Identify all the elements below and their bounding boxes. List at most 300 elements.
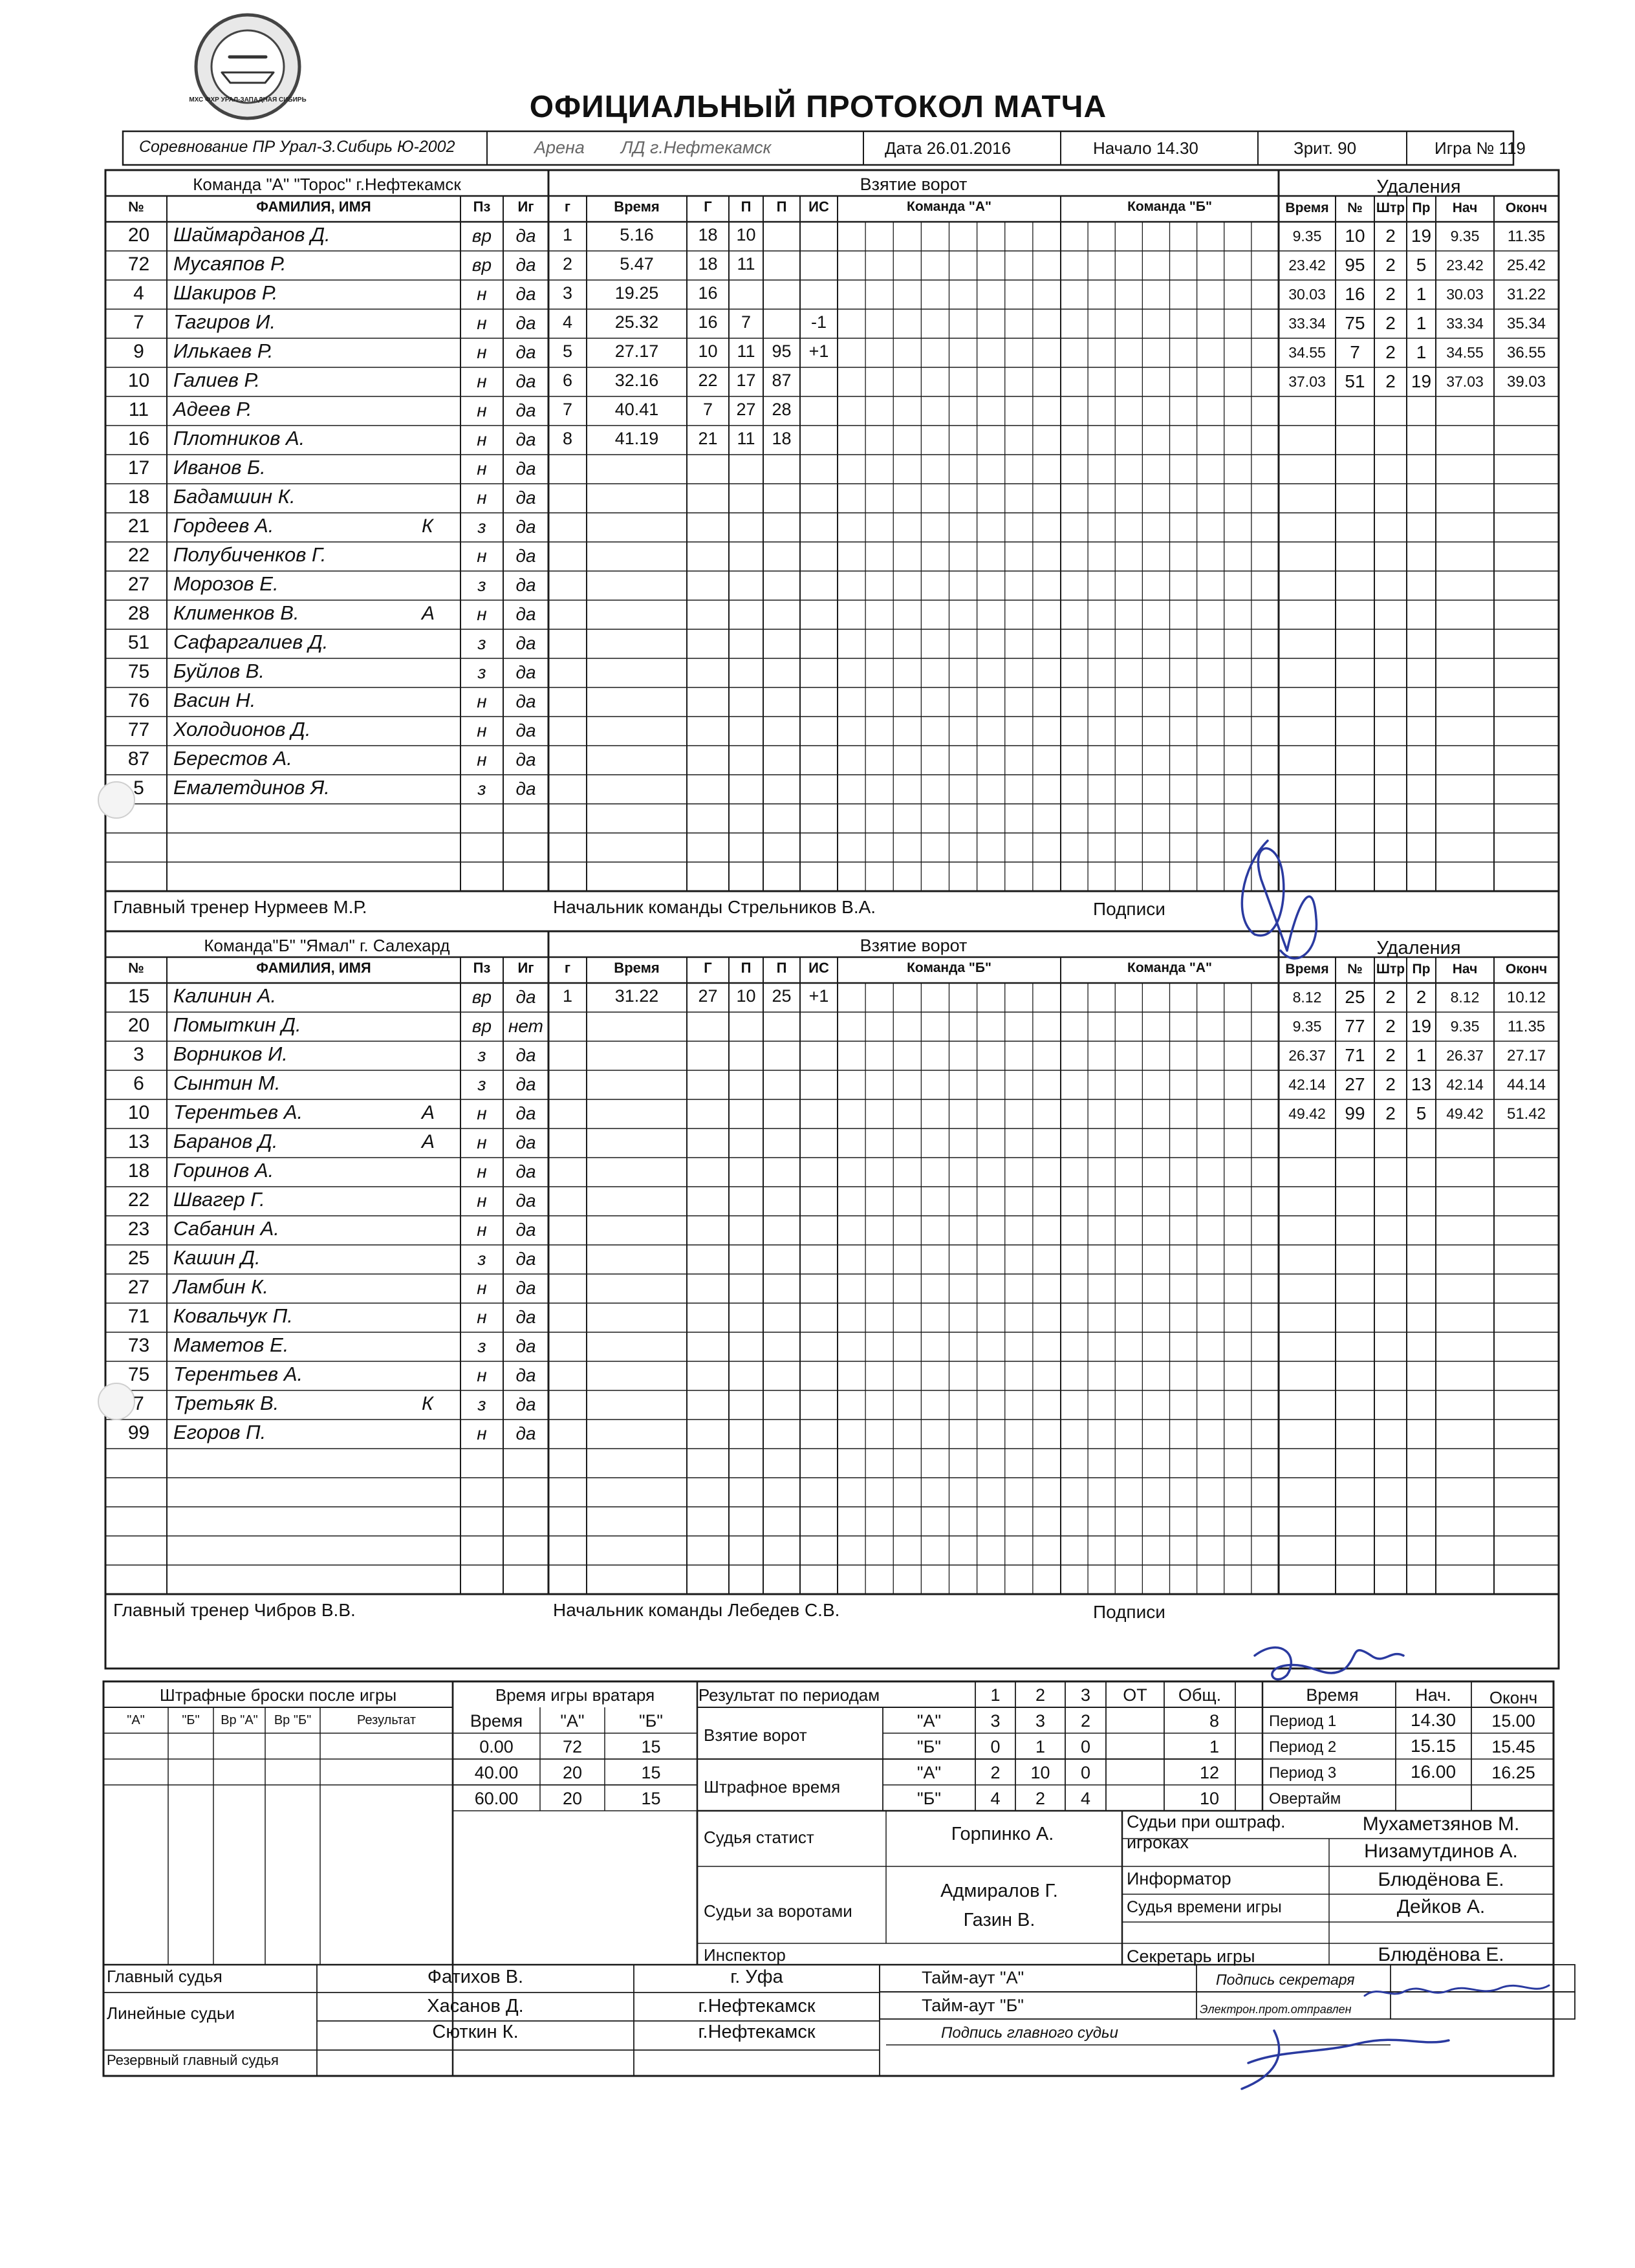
teamB-pos-header: Пз bbox=[473, 960, 491, 976]
period-label: Овертайм bbox=[1269, 1790, 1341, 1808]
teamB-player-name: Ковальчук П. bbox=[173, 1304, 293, 1327]
teamA-team-manager: Начальник команды Стрельников В.А. bbox=[553, 897, 876, 917]
teamA-goal-n: 4 bbox=[562, 312, 573, 332]
teamA-plays-header: Иг bbox=[517, 199, 534, 215]
teamA-goal-n: 1 bbox=[562, 225, 573, 244]
teamB-num-header: № bbox=[128, 960, 144, 976]
gk-cell: 40.00 bbox=[474, 1763, 519, 1782]
teamA-head-coach: Главный тренер Нурмеев М.Р. bbox=[113, 897, 367, 917]
teamB-goal-is: +1 bbox=[808, 986, 829, 1006]
teamA-goal-n: 8 bbox=[562, 429, 573, 448]
teamA-player-name: Шаймарданов Д. bbox=[173, 223, 330, 246]
teamB-penalty-start: 49.42 bbox=[1446, 1105, 1484, 1122]
teamA-penalty-start: 9.35 bbox=[1450, 228, 1480, 244]
teamB-penalty-num: 71 bbox=[1345, 1045, 1365, 1065]
teamB-penalty-min: 2 bbox=[1385, 987, 1396, 1007]
teamA-penalty-time: 23.42 bbox=[1288, 257, 1326, 274]
teamA-name-header: ФАМИЛИЯ, ИМЯ bbox=[256, 199, 371, 215]
teamB-name-header: ФАМИЛИЯ, ИМЯ bbox=[256, 960, 371, 976]
teamB-penalty-num: 77 bbox=[1345, 1016, 1365, 1036]
teamA-player-name: Адеев Р. bbox=[173, 398, 252, 420]
teamB-player-name: Терентьев А. bbox=[173, 1363, 303, 1385]
teamA-goal-a2: 18 bbox=[772, 429, 792, 448]
teamB-penalty-end: 44.14 bbox=[1506, 1076, 1546, 1094]
period-value: 8 bbox=[1209, 1711, 1219, 1731]
teamA-penalty-end: 36.55 bbox=[1506, 344, 1546, 362]
teamA-player-name: Емалетдинов Я. bbox=[173, 776, 330, 799]
teamB-player-plays: да bbox=[515, 1161, 536, 1182]
coach-b-signature bbox=[1255, 1648, 1403, 1679]
teamB-player-name: Ламбин К. bbox=[173, 1275, 268, 1298]
page-title: ОФИЦИАЛЬНЫЙ ПРОТОКОЛ МАТЧА bbox=[529, 90, 1107, 124]
period-start: 16.00 bbox=[1410, 1762, 1456, 1782]
period-label: Период 3 bbox=[1269, 1764, 1337, 1782]
shootout-title: Штрафные броски после игры bbox=[159, 1685, 397, 1705]
teamB-player-position: н bbox=[477, 1191, 487, 1211]
fhr-logo-inner-ring bbox=[211, 30, 284, 103]
teamA-player-name: Мусаяпов Р. bbox=[173, 252, 287, 275]
teamA-goal-team1-header: Команда "А" bbox=[907, 199, 991, 214]
period-end: 15.00 bbox=[1491, 1711, 1535, 1731]
teamB-player-plays: да bbox=[515, 1394, 536, 1414]
teamA-player-name: Полубиченков Г. bbox=[173, 543, 327, 566]
teamA-player-position: вр bbox=[471, 255, 492, 275]
timeout-b-label: Тайм-аут "Б" bbox=[922, 1996, 1024, 2015]
teamA-player-name: Сафаргалиев Д. bbox=[173, 631, 329, 653]
gk-cell: 0.00 bbox=[479, 1737, 514, 1756]
penalty-judge-1: Мухаметзянов М. bbox=[1362, 1813, 1520, 1835]
period-label: Период 1 bbox=[1269, 1712, 1337, 1730]
teamA-player-name: Бадамшин К. bbox=[173, 485, 296, 508]
teamA-penalty-num: 16 bbox=[1345, 284, 1365, 304]
teamA-goal-is: -1 bbox=[810, 312, 827, 332]
teamA-goals-title: Взятие ворот bbox=[860, 175, 968, 194]
teamB-player-name: Горинов А. bbox=[173, 1159, 274, 1182]
gk-cell: 15 bbox=[641, 1789, 661, 1808]
teamB-player-name: Третьяк В. bbox=[173, 1392, 279, 1414]
teamB-team-title: Команда"Б" "Ямал" г. Салехард bbox=[204, 936, 450, 955]
teamB-goal-team2-header: Команда "А" bbox=[1127, 960, 1212, 975]
teamA-penalty-header-1: № bbox=[1347, 200, 1363, 215]
teamB-goal-g: 27 bbox=[698, 986, 718, 1006]
teamA-goal-a1: 17 bbox=[736, 371, 756, 390]
teamB-player-name: Маметов Е. bbox=[173, 1334, 289, 1356]
teamA-player-position: н bbox=[477, 604, 487, 624]
teamA-player-plays: да bbox=[515, 342, 536, 362]
teamB-player-plays: да bbox=[515, 1423, 536, 1443]
goal-judges-label: Судьи за воротами bbox=[704, 1901, 852, 1921]
teamA-penalty-min: 2 bbox=[1385, 342, 1396, 362]
teamB-player-plays: да bbox=[515, 1191, 536, 1211]
secretary-label: Секретарь игры bbox=[1127, 1947, 1255, 1966]
teamB-penalty-time: 8.12 bbox=[1292, 989, 1322, 1006]
teamB-penalty-header-3: Пр bbox=[1412, 962, 1431, 977]
shootout-col-1: "Б" bbox=[182, 1713, 200, 1727]
teamA-player-name: Илькаев Р. bbox=[173, 340, 274, 362]
teamA-penalty-reason: 19 bbox=[1411, 226, 1432, 246]
teamA-goal-assist2-header: П bbox=[776, 199, 787, 215]
penalty-judges-label-1: Судьи при оштраф. bbox=[1127, 1812, 1286, 1831]
teamA-player-plays: да bbox=[515, 284, 536, 304]
teamA-player-position: н bbox=[477, 459, 487, 479]
teamA-penalty-num: 10 bbox=[1345, 226, 1365, 246]
teamB-player-position: вр bbox=[471, 987, 492, 1007]
teamA-player-position: з bbox=[477, 633, 486, 653]
period-end: 16.25 bbox=[1491, 1763, 1535, 1782]
teamA-goal-g: 10 bbox=[698, 341, 718, 361]
teamA-penalties-title: Удаления bbox=[1376, 177, 1461, 197]
teamA-player-number: 22 bbox=[127, 545, 150, 566]
match-date: Дата 26.01.2016 bbox=[885, 138, 1011, 158]
teamB-penalty-start: 8.12 bbox=[1450, 989, 1480, 1006]
teamB-penalty-start: 9.35 bbox=[1450, 1018, 1480, 1035]
teamA-penalty-end: 25.42 bbox=[1506, 257, 1546, 274]
teamA-penalty-start: 33.34 bbox=[1446, 315, 1484, 332]
teamB-penalty-end: 27.17 bbox=[1506, 1047, 1546, 1064]
teamB-player-number: 20 bbox=[127, 1015, 150, 1036]
head-ref-sign-label: Подпись главного судьи bbox=[941, 2024, 1118, 2042]
teamA-player-number: 5 bbox=[133, 777, 144, 799]
teamB-goal-n-header: г bbox=[564, 960, 571, 976]
teamA-penalty-reason: 1 bbox=[1416, 313, 1427, 333]
teamA-player-number: 11 bbox=[128, 399, 149, 420]
teamB-player-plays: да bbox=[515, 1336, 536, 1356]
teamA-penalty-start: 37.03 bbox=[1446, 373, 1484, 390]
teamA-penalty-min: 2 bbox=[1385, 284, 1396, 304]
teamB-penalty-time: 49.42 bbox=[1288, 1105, 1326, 1122]
teamB-player-name: Ворников И. bbox=[173, 1042, 288, 1065]
teamB-player-position: н bbox=[477, 1278, 487, 1298]
teamB-player-name: Кашин Д. bbox=[173, 1246, 261, 1269]
gk-col-0: Время bbox=[470, 1711, 523, 1731]
teamB-penalty-header-1: № bbox=[1347, 962, 1363, 977]
teamA-player-position: н bbox=[477, 313, 487, 333]
teamB-player-name: Калинин А. bbox=[173, 984, 277, 1007]
teamA-player-plays: да bbox=[515, 779, 536, 799]
teamA-player-position: н bbox=[477, 488, 487, 508]
teamB-penalty-start: 42.14 bbox=[1446, 1076, 1484, 1093]
teamB-player-position: н bbox=[477, 1161, 487, 1182]
teamA-player-plays: да bbox=[515, 750, 536, 770]
teamB-goal-team1-header: Команда "Б" bbox=[907, 960, 991, 975]
teamA-player-position: н bbox=[477, 429, 487, 449]
teamA-player-number: 9 bbox=[133, 341, 144, 362]
teamA-player-plays: да bbox=[515, 546, 536, 566]
teamA-goal-is: +1 bbox=[808, 341, 829, 361]
teamA-player-position: з bbox=[477, 662, 486, 682]
period-team-label: "А" bbox=[916, 1711, 942, 1731]
teamB-penalty-reason: 19 bbox=[1411, 1016, 1432, 1036]
times-header-2: Оконч bbox=[1489, 1688, 1538, 1707]
teamA-goal-team2-header: Команда "Б" bbox=[1127, 199, 1212, 214]
teamB-penalty-min: 2 bbox=[1385, 1016, 1396, 1036]
teamB-player-number: 71 bbox=[127, 1306, 150, 1327]
teamA-penalty-min: 2 bbox=[1385, 313, 1396, 333]
teamA-goal-assist1-header: П bbox=[741, 199, 752, 215]
teamA-player-plays: да bbox=[515, 517, 536, 537]
teamA-player-number: 28 bbox=[127, 603, 150, 624]
teamB-player-number: 23 bbox=[127, 1218, 150, 1240]
shootout-col-4: Результат bbox=[357, 1713, 416, 1727]
teamB-player-number: 73 bbox=[127, 1335, 150, 1356]
period-value: 0 bbox=[1080, 1763, 1091, 1782]
teamA-goal-a2: 87 bbox=[772, 371, 792, 390]
teamB-player-name: Помыткин Д. bbox=[173, 1013, 301, 1036]
period-value: 10 bbox=[1199, 1789, 1219, 1808]
teamB-penalty-start: 26.37 bbox=[1446, 1047, 1484, 1064]
times-header-1: Нач. bbox=[1415, 1685, 1451, 1705]
teamB-player-plays: да bbox=[515, 987, 536, 1007]
teamB-player-name: Терентьев А. bbox=[173, 1101, 303, 1123]
teamA-player-number: 20 bbox=[127, 224, 150, 246]
goal-judge-1: Адмиралов Г. bbox=[940, 1881, 1058, 1901]
shootout-col-2: Вр "А" bbox=[221, 1713, 258, 1727]
gk-cell: 20 bbox=[562, 1789, 583, 1808]
teamA-player-number: 76 bbox=[127, 690, 150, 711]
teamA-goal-n: 2 bbox=[562, 254, 573, 274]
teamB-goal-scorer-header: Г bbox=[704, 960, 712, 976]
binder-hole bbox=[98, 1383, 135, 1420]
period-value: 3 bbox=[1035, 1711, 1046, 1731]
teamA-player-number: 27 bbox=[127, 574, 150, 595]
teamB-penalty-min: 2 bbox=[1385, 1045, 1396, 1065]
times-header-0: Время bbox=[1306, 1685, 1359, 1705]
period-value: 0 bbox=[1080, 1737, 1091, 1756]
teamA-penalty-end: 11.35 bbox=[1507, 228, 1546, 245]
match-start: Начало 14.30 bbox=[1093, 138, 1198, 158]
teamA-player-plays: да bbox=[515, 400, 536, 420]
timekeeper-name: Дейков А. bbox=[1396, 1896, 1486, 1917]
shootout-col-0: "А" bbox=[127, 1713, 145, 1727]
teamB-player-plays: да bbox=[515, 1278, 536, 1298]
teamB-player-role: К bbox=[422, 1393, 433, 1414]
period-value: 4 bbox=[990, 1789, 1001, 1808]
binder-hole bbox=[98, 782, 135, 818]
teamA-player-number: 51 bbox=[127, 632, 150, 653]
period-team-label: "Б" bbox=[917, 1737, 941, 1756]
teamA-num-header: № bbox=[128, 199, 144, 215]
teamB-player-name: Егоров П. bbox=[173, 1421, 266, 1443]
teamB-player-plays: да bbox=[515, 1045, 536, 1065]
shootout-col-3: Вр "Б" bbox=[274, 1713, 312, 1727]
teamB-player-position: н bbox=[477, 1365, 487, 1385]
teamA-team-title: Команда "А" "Торос" г.Нефтекамск bbox=[193, 175, 461, 194]
teamB-player-number: 3 bbox=[133, 1044, 144, 1065]
teamA-player-position: з bbox=[477, 779, 486, 799]
teamB-player-number: 13 bbox=[127, 1131, 150, 1152]
period-col-2: 3 bbox=[1080, 1685, 1091, 1705]
arena-label: Арена bbox=[534, 138, 585, 157]
teamA-goal-n: 3 bbox=[562, 283, 573, 303]
teamA-player-name: Шакиров Р. bbox=[173, 281, 278, 304]
teamA-penalty-start: 30.03 bbox=[1446, 286, 1484, 303]
teamA-goal-n: 7 bbox=[562, 400, 573, 419]
teamA-penalty-time: 37.03 bbox=[1288, 373, 1326, 390]
teamA-player-position: н bbox=[477, 371, 487, 391]
goals-row-label: Взятие ворот bbox=[704, 1725, 807, 1745]
teamA-player-name: Васин Н. bbox=[173, 689, 256, 711]
period-value: 1 bbox=[1035, 1737, 1046, 1756]
teamA-penalty-reason: 5 bbox=[1416, 255, 1427, 275]
teamB-player-name: Сабанин А. bbox=[173, 1217, 279, 1240]
teamB-team-manager: Начальник команды Лебедев С.В. bbox=[553, 1600, 840, 1620]
teamA-goal-a2: 28 bbox=[772, 400, 792, 419]
teamB-player-number: 10 bbox=[127, 1102, 150, 1123]
teamA-player-name: Морозов Е. bbox=[173, 572, 279, 595]
period-value: 12 bbox=[1199, 1763, 1219, 1782]
teamB-penalty-header-2: Штр bbox=[1376, 962, 1405, 977]
teamA-pos-header: Пз bbox=[473, 199, 491, 215]
inspector-label: Инспектор bbox=[704, 1945, 786, 1965]
teamA-penalty-start: 34.55 bbox=[1446, 344, 1484, 361]
teamB-player-plays: да bbox=[515, 1074, 536, 1094]
teamA-player-plays: да bbox=[515, 488, 536, 508]
teamA-player-position: н bbox=[477, 750, 487, 770]
teamA-player-role: А bbox=[422, 603, 435, 624]
teamA-player-role: К bbox=[422, 515, 433, 537]
teamB-penalty-num: 25 bbox=[1345, 987, 1365, 1007]
teamA-player-plays: да bbox=[515, 313, 536, 333]
teamA-penalty-time: 33.34 bbox=[1288, 315, 1326, 332]
informer-name: Блюдёнова Е. bbox=[1378, 1869, 1504, 1890]
teamB-penalty-end: 51.42 bbox=[1506, 1105, 1546, 1123]
teamA-player-position: н bbox=[477, 691, 487, 711]
teamA-goal-a1: 10 bbox=[736, 225, 756, 244]
teamB-player-position: з bbox=[477, 1249, 486, 1269]
teamA-penalty-header-5: Оконч bbox=[1505, 200, 1548, 215]
teamB-penalty-header-5: Оконч bbox=[1505, 962, 1548, 977]
period-col-0: 1 bbox=[990, 1685, 1001, 1705]
teamA-player-number: 72 bbox=[127, 254, 150, 275]
teamA-player-position: н bbox=[477, 546, 487, 566]
teamB-goal-is-header: ИС bbox=[808, 960, 829, 976]
teamA-penalty-start: 23.42 bbox=[1446, 257, 1484, 274]
period-start: 15.15 bbox=[1410, 1736, 1456, 1756]
teamA-player-plays: да bbox=[515, 604, 536, 624]
teamA-player-name: Холодионов Д. bbox=[173, 718, 311, 740]
teamA-penalty-num: 75 bbox=[1345, 313, 1365, 333]
teamB-player-plays: да bbox=[515, 1307, 536, 1327]
teamA-player-plays: да bbox=[515, 459, 536, 479]
period-label: Период 2 bbox=[1269, 1738, 1337, 1756]
teamA-player-plays: да bbox=[515, 691, 536, 711]
teamB-goal-time-header: Время bbox=[614, 960, 660, 976]
teamA-penalty-time: 30.03 bbox=[1288, 286, 1326, 303]
teamB-penalty-min: 2 bbox=[1385, 1074, 1396, 1094]
teamB-penalty-reason: 2 bbox=[1416, 987, 1427, 1007]
teamB-penalty-reason: 5 bbox=[1416, 1103, 1427, 1123]
teamB-player-number: 7 bbox=[133, 1393, 144, 1414]
teamB-player-number: 18 bbox=[127, 1160, 150, 1182]
period-team-label: "Б" bbox=[917, 1789, 941, 1808]
teamA-player-plays: да bbox=[515, 255, 536, 275]
head-ref-signature bbox=[1242, 2031, 1449, 2089]
gk-col-1: "А" bbox=[560, 1711, 585, 1731]
period-value: 3 bbox=[990, 1711, 1001, 1731]
teamA-penalty-num: 95 bbox=[1345, 255, 1365, 275]
gk-cell: 15 bbox=[641, 1763, 661, 1782]
teamB-frame bbox=[105, 931, 1559, 1594]
gk-cell: 60.00 bbox=[474, 1789, 519, 1808]
teamB-penalties-title: Удаления bbox=[1376, 938, 1461, 958]
teamB-head-coach: Главный тренер Чибров В.В. bbox=[113, 1600, 356, 1620]
teamA-player-number: 4 bbox=[133, 283, 144, 304]
game-number: Игра № 119 bbox=[1435, 138, 1526, 158]
teamB-penalty-num: 27 bbox=[1345, 1074, 1365, 1094]
teamA-player-name: Клименков В. bbox=[173, 601, 299, 624]
teamA-player-plays: да bbox=[515, 720, 536, 740]
teamA-player-number: 10 bbox=[127, 370, 150, 391]
teamB-penalty-time: 26.37 bbox=[1288, 1047, 1326, 1064]
teamA-player-number: 21 bbox=[127, 515, 150, 537]
teamA-goal-n-header: г bbox=[564, 199, 571, 215]
teamB-goal-assist2-header: П bbox=[776, 960, 787, 976]
period-col-3: ОТ bbox=[1123, 1685, 1147, 1705]
teamA-player-plays: да bbox=[515, 429, 536, 449]
teamA-player-name: Плотников А. bbox=[173, 427, 305, 449]
teamA-goal-n: 5 bbox=[562, 341, 573, 361]
teamA-penalty-end: 39.03 bbox=[1506, 373, 1546, 391]
penalty-judge-2: Низамутдинов А. bbox=[1364, 1841, 1518, 1862]
period-end: 15.45 bbox=[1491, 1737, 1535, 1756]
teamA-goal-time: 41.19 bbox=[614, 429, 659, 448]
teamB-player-plays: да bbox=[515, 1365, 536, 1385]
teamB-goal-assist1-header: П bbox=[741, 960, 752, 976]
informer-label: Информатор bbox=[1127, 1869, 1231, 1888]
linesman-1-city: г.Нефтекамск bbox=[698, 1996, 816, 2016]
teamA-player-position: н bbox=[477, 720, 487, 740]
spectators-count: Зрит. 90 bbox=[1294, 138, 1357, 158]
teamA-goal-is-header: ИС bbox=[808, 199, 829, 215]
teamA-goal-time: 27.17 bbox=[614, 341, 659, 361]
linesman-2-city: г.Нефтекамск bbox=[698, 2022, 816, 2042]
teamA-goal-a1: 27 bbox=[736, 400, 756, 419]
teamB-penalty-end: 10.12 bbox=[1506, 989, 1546, 1006]
stat-judge-name: Горпинко А. bbox=[951, 1824, 1054, 1844]
teamA-goal-a1: 11 bbox=[737, 254, 755, 274]
teamA-penalty-num: 51 bbox=[1345, 371, 1365, 391]
logo-lettering: МХС ФХР УРАЛ-ЗАПАДНАЯ СИБИРЬ bbox=[189, 96, 307, 103]
teamA-player-plays: да bbox=[515, 226, 536, 246]
teamB-player-plays: да bbox=[515, 1103, 536, 1123]
teamA-goal-g: 22 bbox=[698, 371, 718, 390]
period-team-label: "А" bbox=[916, 1763, 942, 1782]
gk-cell: 20 bbox=[562, 1763, 583, 1782]
teamA-goal-a2: 95 bbox=[772, 341, 792, 361]
teamA-goal-a1: 7 bbox=[741, 312, 752, 332]
penalty-judges-label-2: игроках bbox=[1127, 1833, 1189, 1852]
period-start: 14.30 bbox=[1410, 1710, 1456, 1730]
secretary-name: Блюдёнова Е. bbox=[1378, 1944, 1504, 1965]
teamA-goal-g: 7 bbox=[702, 400, 713, 419]
teamB-player-name: Баранов Д. bbox=[173, 1130, 278, 1152]
teamA-goal-time: 32.16 bbox=[614, 371, 659, 390]
teamA-goal-g: 21 bbox=[698, 429, 718, 448]
teamA-player-number: 77 bbox=[127, 719, 150, 740]
teamB-penalty-header-4: Нач bbox=[1452, 962, 1478, 977]
head-ref-label: Главный судья bbox=[107, 1967, 222, 1986]
teamB-goal-a2: 25 bbox=[772, 986, 792, 1006]
teamA-penalty-header-2: Штр bbox=[1376, 200, 1405, 215]
teamB-player-position: н bbox=[477, 1307, 487, 1327]
teamB-player-number: 22 bbox=[127, 1189, 150, 1211]
teamB-player-number: 75 bbox=[127, 1364, 150, 1385]
teamB-penalty-min: 2 bbox=[1385, 1103, 1396, 1123]
teamB-penalty-time: 42.14 bbox=[1288, 1076, 1326, 1093]
teamA-penalty-end: 31.22 bbox=[1506, 286, 1546, 303]
teamA-player-name: Тагиров И. bbox=[173, 310, 276, 333]
teamB-player-role: А bbox=[422, 1102, 435, 1123]
